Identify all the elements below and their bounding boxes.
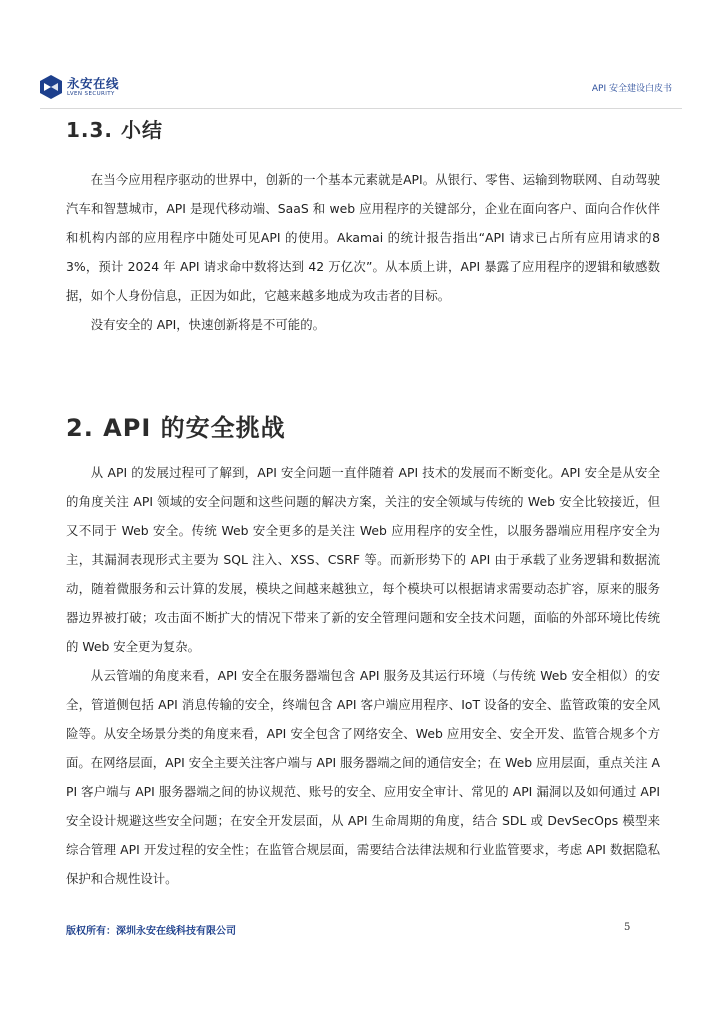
section-2-heading: 2. API 的安全挑战 xyxy=(66,414,286,442)
paragraph: 从云管端的角度来看，API 安全在服务器端包含 API 服务及其运行环境（与传统 Web 安全相似）的安全，管道侧包括 API 消息传输的安全，终端包含 API 客户端应用程序、IoT 设备的安全、监管政策的安全风险等。从安全场景分类的角度来看，API 安全包含了网络安全、Web 应用安全、安全开发、监管合规多个方面。在网络层面，API 安全主要关注客户端与 API 服务器端之间的通信安全；在 Web 应用层面，重点关注 API 客户端与 API 服务器端之间的协议规范、账号的安全、应用安全审计、常见的 API 漏洞以及如何通过 API 安全设计规避这些安全问题；在安全开发层面，从 API 生命周期的角度，结合 SDL 或 DevSecOps 模型来综合管理 API 开发过程的安全性；在监管合规层面，需要结合法律法规和行业监管要求，考虑 API 数据隐私保护和合规性设计。 xyxy=(66,668,660,886)
section-1-3-heading: 1.3. 小结 xyxy=(66,118,163,142)
logo-mark-icon xyxy=(40,75,62,99)
company-subname: LVEN SECURITY xyxy=(67,91,115,97)
paragraph: 从 API 的发展过程可了解到，API 安全问题一直伴随着 API 技术的发展而不断变化。API 安全是从安全的角度关注 API 领域的安全问题和这些问题的解决方案，关注的安全领域与传统的 Web 安全比较接近，但又不同于 Web 安全。传统 Web 安全更多的是关注 Web 应用程序的安全性，以服务器端应用程序安全为主，其漏洞表现形式主要为 SQL 注入、XSS、CSRF 等。而新形势下的 API 由于承载了业务逻辑和数据流动，随着微服务和云计算的发展，模块之间越来越独立，每个模块可以根据请求需要动态扩容，原来的服务器边界被打破；攻击面不断扩大的情况下带来了新的安全管理问题和安全技术问题，面临的外部环境比传统的 Web 安全更为复杂。 xyxy=(66,465,660,654)
page-number: 5 xyxy=(624,922,631,933)
page-header xyxy=(40,70,682,109)
document-title: API 安全建设白皮书 xyxy=(591,84,672,94)
paragraph: 没有安全的 API，快速创新将是不可能的。 xyxy=(90,317,325,332)
section-2-body xyxy=(66,458,660,893)
company-name: 永安在线 xyxy=(67,76,120,91)
paragraph: 在当今应用程序驱动的世界中，创新的一个基本元素就是API。从银行、零售、运输到物联网、自动驾驶汽车和智慧城市，API 是现代移动端、SaaS 和 web 应用程序的关键部分，企业在面向客户、面向合作伙伴和机构内部的应用程序中随处可见API 的使用。Akamai 的统计报告指出“API 请求已占所有应用请求的83%，预计 2024 年 API 请求命中数将达到 42 万亿次”。从本质上讲，API 暴露了应用程序的逻辑和敏感数据，如个人身份信息，正因为如此，它越来越多地成为攻击者的目标。 xyxy=(66,172,660,303)
footer-copyright: 版权所有：深圳永安在线科技有限公司 xyxy=(66,926,236,937)
section-1-3-body xyxy=(66,165,660,339)
